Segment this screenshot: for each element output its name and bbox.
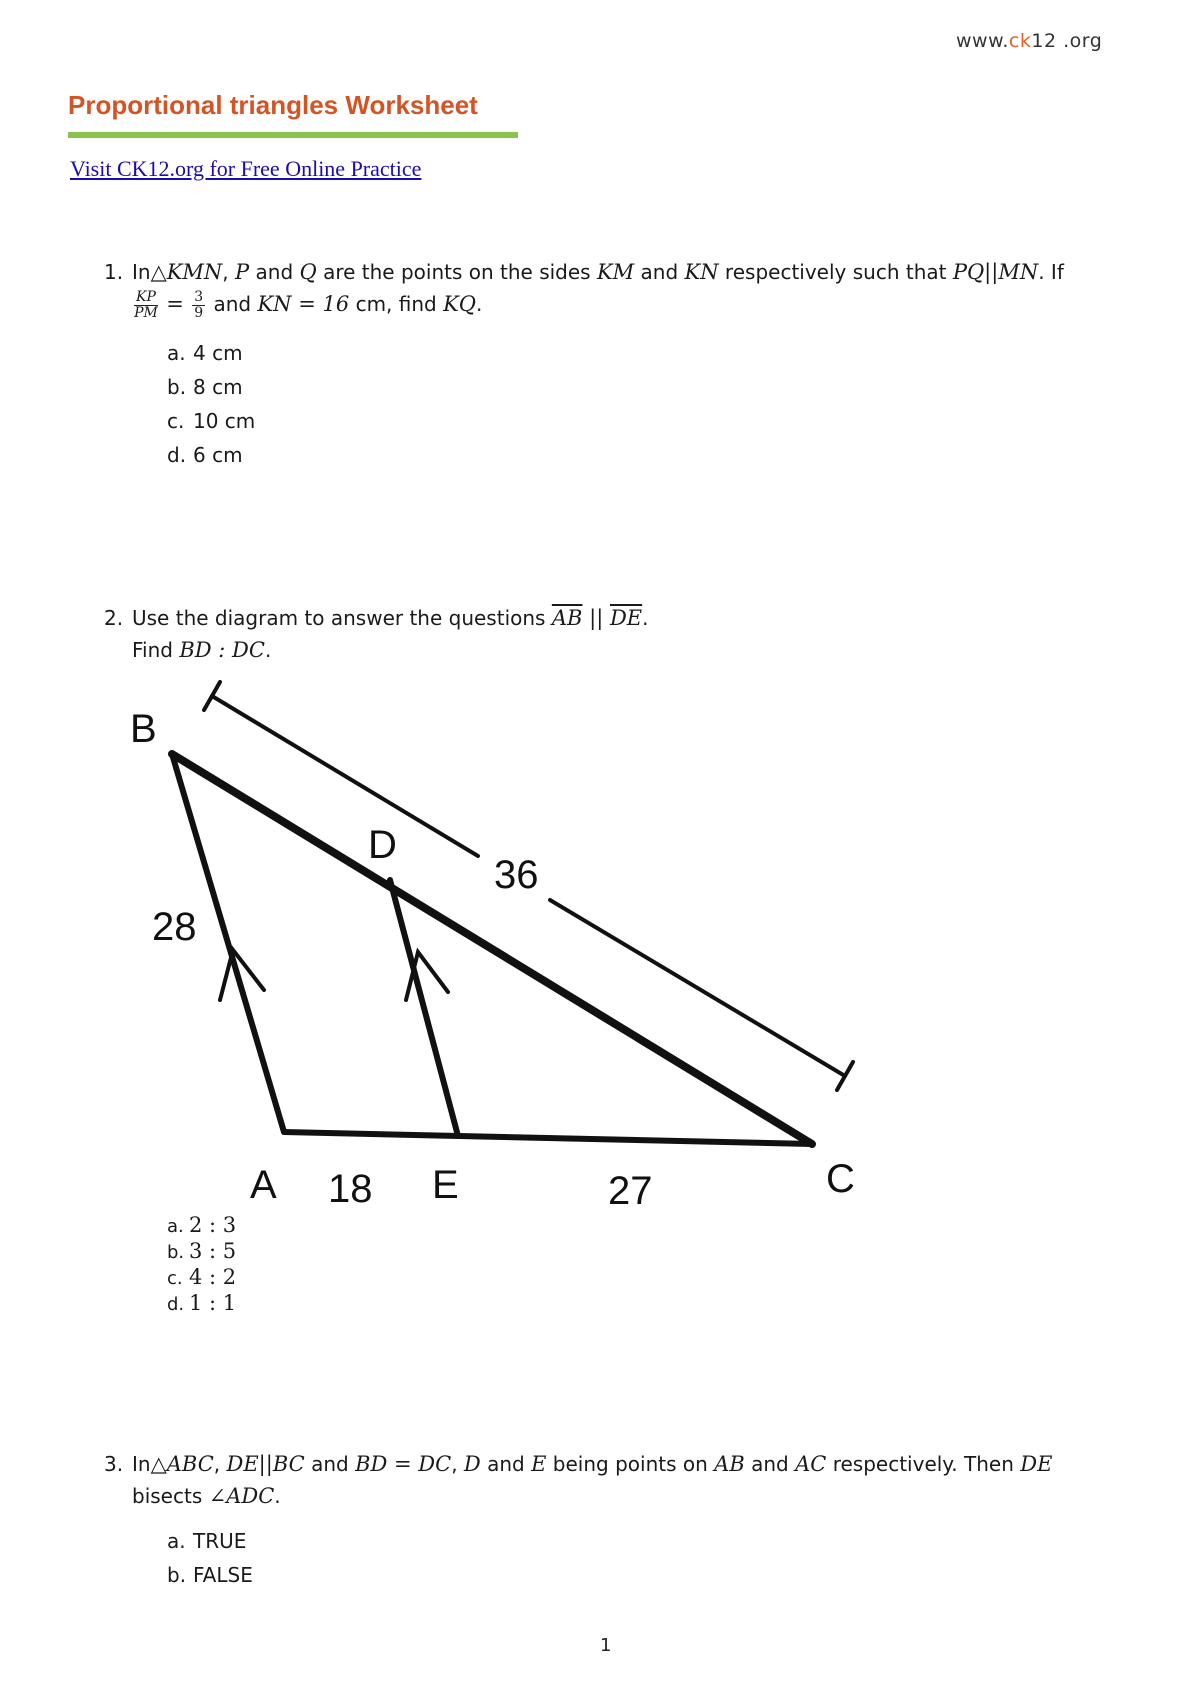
- question-1: [104, 256, 1164, 321]
- question-2-options: [167, 1212, 236, 1316]
- option-c[interactable]: c. 10 cm: [167, 409, 256, 433]
- question-text: In△KMN, P and Q are the points on the sides KM and KN respectively such that PQ||MN. If $\frac{KP}{PM}$ = $\frac{3}{9}$ and KN = 16 cm, find KQ.: [132, 260, 1064, 321]
- dimension-tick-start: [204, 682, 220, 710]
- side-ac: [284, 1132, 812, 1144]
- label-e: E: [432, 1163, 459, 1207]
- question-number: 1.: [104, 260, 124, 284]
- page-number: 1: [600, 1635, 612, 1656]
- option-d[interactable]: d. 1 : 1: [167, 1291, 237, 1315]
- page-title: Proportional triangles Worksheet: [68, 90, 478, 120]
- triangle-diagram: [120, 670, 880, 1210]
- option-b[interactable]: b. FALSE: [167, 1563, 253, 1587]
- dimension-tick-end: [837, 1062, 853, 1090]
- option-a[interactable]: a. 2 : 3: [167, 1213, 237, 1237]
- question-number: 2.: [104, 606, 124, 630]
- site-url: www.ck12 .org: [956, 30, 1103, 52]
- option-c[interactable]: c. 4 : 2: [167, 1265, 237, 1289]
- site-url-ck: ck: [1008, 30, 1032, 52]
- length-ec: 27: [608, 1169, 653, 1210]
- label-c: C: [826, 1157, 855, 1201]
- label-b: B: [130, 707, 157, 751]
- option-a[interactable]: a. TRUE: [167, 1529, 247, 1553]
- question-1-options: [167, 336, 255, 472]
- question-text: Use the diagram to answer the questions $\overline{AB}$ || $\overline{DE}$. Find BD : DC.: [132, 606, 649, 662]
- title-underline: [68, 132, 518, 138]
- option-d[interactable]: d. 6 cm: [167, 443, 243, 467]
- dimension-line-bc-2: [550, 900, 845, 1076]
- fraction-3-9: $\frac{3}{9}$: [194, 289, 204, 321]
- dimension-line-bc-1: [212, 696, 478, 856]
- question-2: [104, 602, 1164, 666]
- length-ab: 28: [152, 905, 197, 949]
- length-ae: 18: [328, 1167, 373, 1210]
- question-number: 3.: [104, 1452, 124, 1476]
- length-bc: 36: [494, 853, 539, 897]
- label-a: A: [250, 1163, 277, 1207]
- option-a[interactable]: a. 4 cm: [167, 341, 243, 365]
- question-3-options: [167, 1524, 253, 1592]
- option-b[interactable]: b. 8 cm: [167, 375, 243, 399]
- visit-link[interactable]: Visit CK12.org for Free Online Practice: [70, 156, 422, 181]
- question-3: [104, 1448, 1184, 1512]
- label-d: D: [368, 823, 397, 867]
- question-text: In△ABC, DE||BC and BD = DC, D and E being points on AB and AC respectively. Then DE bisects ∠ADC.: [132, 1452, 1053, 1508]
- fraction-kp-pm: $\frac{KP}{PM}$: [134, 289, 158, 321]
- option-b[interactable]: b. 3 : 5: [167, 1239, 237, 1263]
